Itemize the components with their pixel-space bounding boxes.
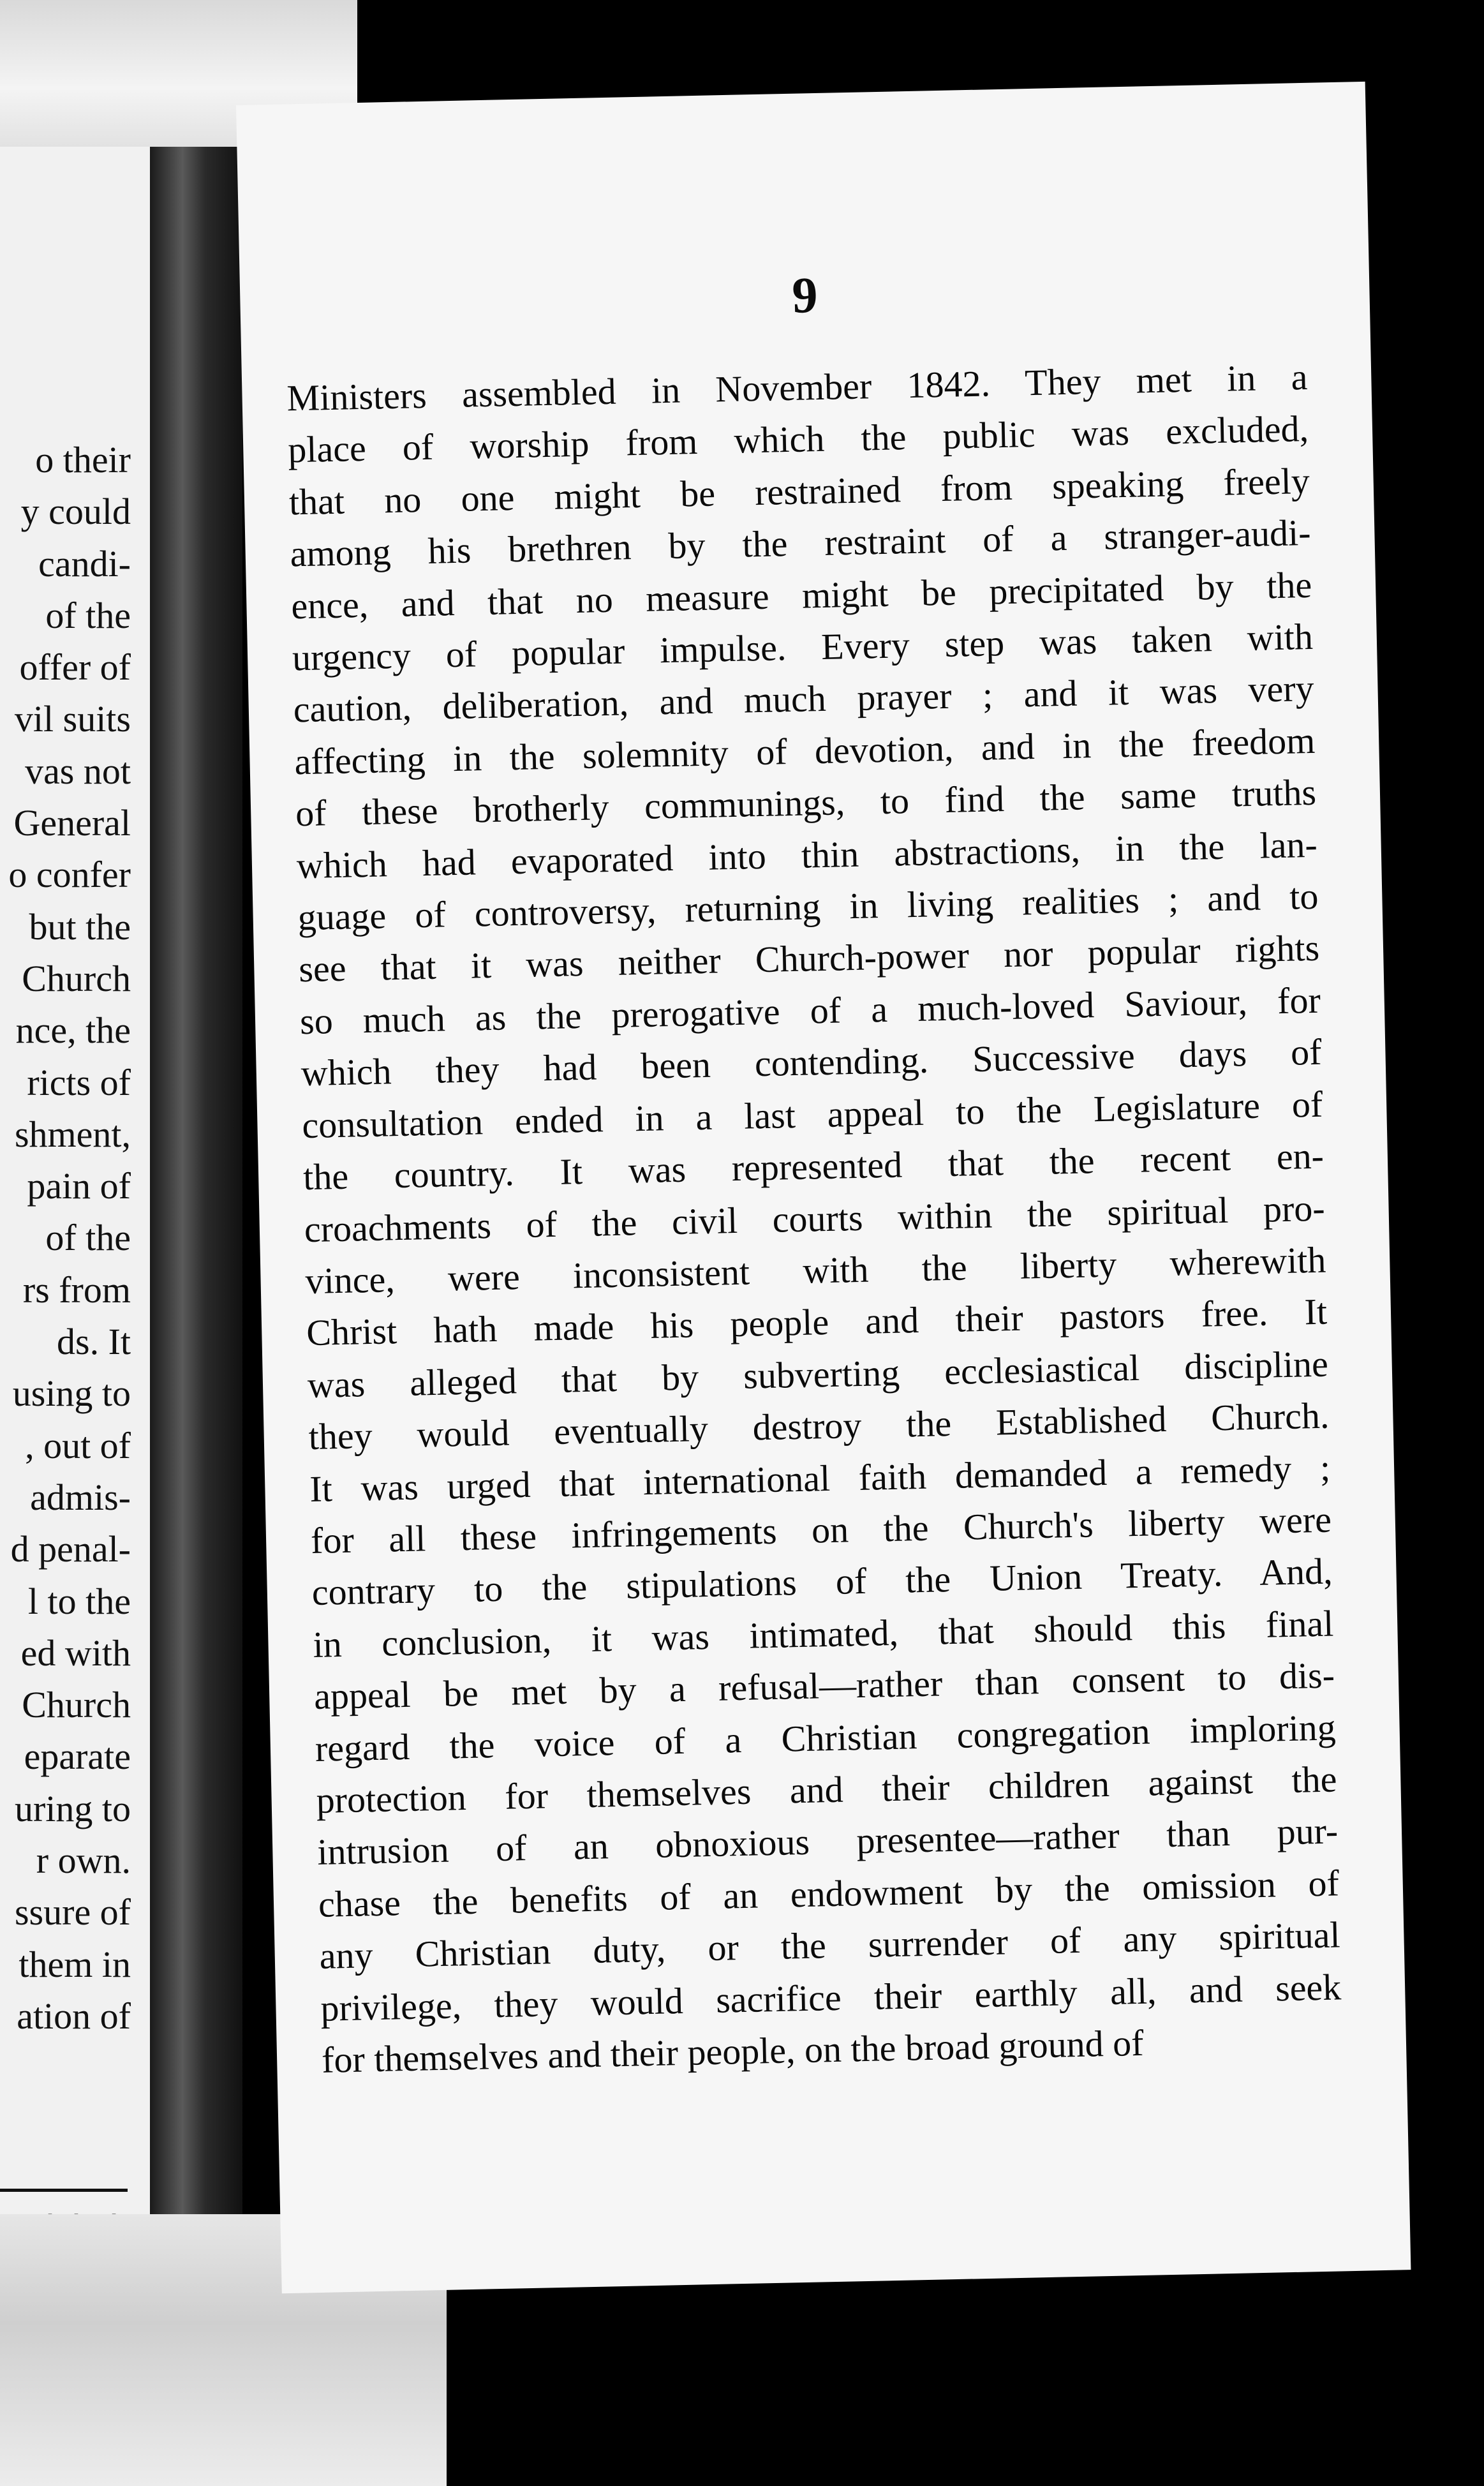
text-line: affecting in the solemnity of devotion, and in the freedom <box>293 719 1316 783</box>
previous-page-line: offer of <box>19 646 131 688</box>
text-line: was alleged that by subverting ecclesiastical discipline <box>307 1343 1329 1406</box>
text-line: in conclusion, it was intimated, that should this final <box>312 1602 1334 1665</box>
main-page <box>236 82 1411 2293</box>
previous-page-line: uring to <box>14 1787 131 1829</box>
text-line: chase the benefits of an endowment by the omission of <box>318 1862 1340 1925</box>
text-line: the country. It was represented that the recent en- <box>302 1135 1324 1198</box>
text-line: which they had been contending. Successive days of <box>301 1031 1323 1094</box>
text-line: any Christian duty, or the surrender of any spiritual <box>319 1914 1341 1977</box>
text-line: appeal be met by a refusal—rather than consent to dis- <box>313 1654 1335 1718</box>
previous-page-line: o their <box>35 439 131 480</box>
text-line: caution, deliberation, and much prayer ; and it was very <box>293 667 1315 731</box>
previous-page-line: nce, the <box>15 1009 131 1052</box>
footnote-rule <box>0 2189 128 2192</box>
text-line: Christ hath made his people and their pastors free. It <box>306 1290 1328 1354</box>
previous-page-line: ricts of <box>27 1061 131 1103</box>
previous-page-fragment <box>0 121 150 2246</box>
text-line: which had evaporated into thin abstractions, in the lan- <box>296 823 1318 886</box>
text-line: It was urged that international faith demanded a remedy ; <box>309 1447 1331 1510</box>
previous-page-line: of the <box>45 594 131 636</box>
text-line: croachments of the civil courts within the spiritual pro- <box>304 1187 1326 1250</box>
text-line: so much as the prerogative of a much-loved Saviour, for <box>299 979 1321 1043</box>
text-line: urgency of popular impulse. Every step was taken with <box>292 615 1314 679</box>
previous-page-line: l to the <box>27 1580 131 1622</box>
body-text <box>286 351 1343 2086</box>
previous-page-line: them in <box>19 1943 131 1985</box>
text-line: ence, and that no measure might be precipitated by the <box>290 563 1312 627</box>
previous-page-line: , out of <box>25 1424 131 1466</box>
text-line: for themselves and their people, on the broad ground of <box>321 2021 1145 2081</box>
text-line: see that it was neither Church-power nor popular rights <box>298 927 1320 990</box>
text-line: intrusion of an obnoxious presentee—rather than pur- <box>316 1810 1339 1873</box>
text-line: regard the voice of a Christian congregation imploring <box>315 1706 1337 1769</box>
text-line: for all these infringements on the Church's liberty were <box>310 1498 1332 1561</box>
previous-page-line: but the <box>29 905 131 948</box>
previous-page-text <box>8 434 131 2042</box>
text-line: Ministers assembled in November 1842. They met in a <box>286 355 1308 419</box>
page-number: 9 <box>791 267 819 324</box>
text-line: among his brethren by the restraint of a stranger-audi- <box>290 512 1312 575</box>
previous-page-line: candi- <box>38 542 131 584</box>
previous-page-line: pain of <box>27 1165 131 1207</box>
previous-page-line: o confer <box>8 854 131 896</box>
text-line: place of worship from which the public was excluded, <box>287 408 1309 471</box>
text-line: that no one might be restrained from speaking freely <box>288 459 1310 523</box>
previous-page-line: y could <box>20 491 131 533</box>
text-line: protection for themselves and their children against the <box>315 1758 1337 1821</box>
previous-page-line: rs from <box>22 1269 131 1311</box>
previous-page-line: r own. <box>36 1840 131 1882</box>
text-line: of these brotherly communings, to find the same truths <box>295 771 1317 835</box>
text-line: guage of controversy, returning in living realities ; and to <box>297 875 1319 939</box>
previous-page-line: General <box>13 802 131 844</box>
text-line: consultation ended in a last appeal to the Legislature of <box>301 1083 1323 1146</box>
previous-page-line: using to <box>12 1373 131 1415</box>
previous-page-line: ation of <box>17 1995 131 2037</box>
previous-page-line: eparate <box>24 1736 131 1778</box>
previous-page-line: ds. It <box>57 1321 131 1363</box>
previous-page-line: Church <box>22 1684 131 1726</box>
text-line: vince, were inconsistent with the liberty wherewith <box>304 1239 1326 1302</box>
previous-page-line: d penal- <box>10 1528 131 1570</box>
text-line: they would eventually destroy the Established Church. <box>308 1394 1330 1458</box>
text-line: privilege, they would sacrifice their earthly all, and seek <box>320 1965 1342 2029</box>
previous-page-line: vas not <box>25 750 131 792</box>
previous-page-line: ed with <box>20 1632 131 1674</box>
text-line: contrary to the stipulations of the Union Treaty. And, <box>311 1550 1333 1614</box>
previous-page-line: shment, <box>14 1113 131 1155</box>
previous-page-line: ssure of <box>14 1891 131 1933</box>
previous-page-line: vil suits <box>14 698 131 740</box>
previous-page-line: admis- <box>30 1476 131 1518</box>
book-spine <box>150 0 242 2486</box>
previous-page-line: of the <box>45 1217 131 1259</box>
previous-page-line: Church <box>22 957 131 999</box>
